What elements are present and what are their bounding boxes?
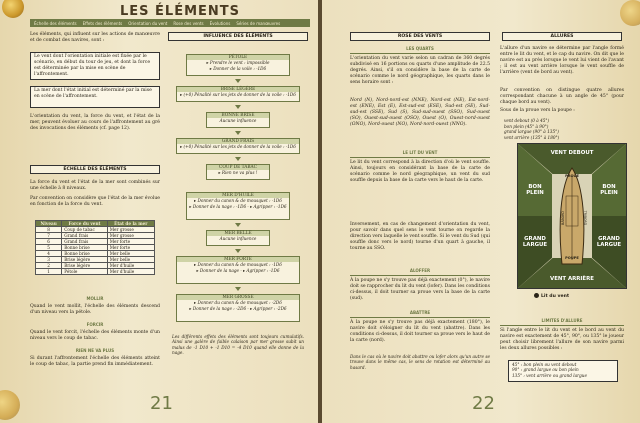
rose-header: ROSE DES VENTS <box>350 32 490 41</box>
forcir-text: Quand le vent forcit, l'échelle des éléments monte d'un niveau vers le coup de tabac. <box>30 330 160 341</box>
coin-decoration-icon <box>0 390 20 420</box>
effect-line: ▸ (+0) Pénalité sur les jets de donner de la voile : -1D6 <box>180 144 296 150</box>
effect-box-mer-belle <box>206 230 270 246</box>
table-cell: Mer forte <box>107 245 154 251</box>
effect-box-title: MER D'HUILE <box>187 193 289 198</box>
effect-line: ▸ (+0) Pénalité sur les jets de donner de la voile : -1D6 <box>180 92 296 98</box>
table-cell: 7 <box>36 233 62 239</box>
col-header: Niveau <box>36 221 62 227</box>
table-cell: Mer grosse <box>107 233 154 239</box>
list-item: 45° : bon plein ou vent debout <box>512 362 577 367</box>
scale-text-2: Par convention on considère que l'état de la mer évolue en fonction de la force du vent. <box>30 196 160 207</box>
section-nav <box>30 19 310 27</box>
evolution-text: L'orientation du vent, la force du vent, et l'état de la mer, peuvent évoluer au cours de l'affrontement au gré des invocations des éléments (cf. page 12). <box>30 114 160 131</box>
table-cell: Bonne brise <box>62 251 108 257</box>
effect-box-title: MER FORTE <box>177 257 299 262</box>
wind-bullet-text: Le vent dont l'orientation initiale est fixée par le scénario, en début du tour de jeu, et dont la force est déterminée par la mise en scène de l'affrontement. <box>34 54 151 77</box>
table-cell: Mer d'huile <box>107 269 154 275</box>
effect-line: ▸ Donner de la nage · ▸ Agripper : -1D6 <box>196 267 280 273</box>
table-cell: 6 <box>36 239 62 245</box>
nav-item[interactable]: Orientation du vent <box>128 20 168 26</box>
compass-medallion-icon <box>2 0 24 18</box>
effect-line: Aucune influence <box>219 236 257 242</box>
legend-label: Lit du vent <box>541 294 570 299</box>
nav-item[interactable]: Échelle des éléments <box>34 20 77 26</box>
table-cell: 1 <box>36 269 62 275</box>
sea-bullet <box>30 86 160 108</box>
effect-box-coup-de-tabac <box>206 164 270 180</box>
intro-text: Les éléments, qui influent sur les actions de manœuvre et de combat des navires, sont : <box>30 32 160 43</box>
table-cell: 4 <box>36 251 62 257</box>
table-cell: 5 <box>36 245 62 251</box>
rien-heading: RIEN NE VA PLUS <box>75 348 115 353</box>
effect-line: ▸ Donner du canon & de mousquet : -2D6 <box>194 300 282 306</box>
arrow-down-icon <box>235 79 241 83</box>
table-cell: Mer forte <box>107 239 154 245</box>
label-vent-debout: VENT DEBOUT <box>550 150 594 156</box>
scale-header: ÉCHELLE DES ÉLÉMENTS <box>30 165 160 174</box>
nav-item[interactable]: Séries de manœuvres <box>236 20 281 26</box>
babord-label: BÂBORD <box>560 211 565 225</box>
arrow-down-icon <box>235 249 241 253</box>
divider <box>500 325 624 326</box>
page-title: LES ÉLÉMENTS <box>120 4 241 19</box>
table-cell: Grand frais <box>62 239 108 245</box>
divider <box>350 317 490 318</box>
effect-line: ▸ Donner de la voile : -1D6 <box>209 65 267 71</box>
effect-line: ▸ Donner de la nage : -2D6 · ▸ Agripper : -2D6 <box>189 305 287 311</box>
table-cell: Brise légère <box>62 257 108 263</box>
list-item: vent debout (0 à 45°) <box>504 118 550 123</box>
lit-heading: LE LIT DU VENT <box>402 150 438 155</box>
arrow-down-icon <box>235 287 241 291</box>
allures-text-1: L'allure d'un navire se détermine par l'angle formé entre le lit du vent, et le cap du navire. On dit que le navire est au près lorsque le vent lui vient de l'avant ; il est au vent arrière lorsque le vent souffle de l'arrière (vent de bord au vent). <box>500 46 624 75</box>
col-header: État de la mer <box>107 221 154 227</box>
poupe-label: POUPE <box>565 256 579 260</box>
lit-text-2: Inversement, en cas de changement d'orientation du vent, pour savoir dans quel sens le vent tourne on regarde la direction vers laquelle le vent souffle. Si le vent du Sud (qui souffle donc vers le nord) tourne d'un quart à gauche, il tourne au SSO. <box>350 222 490 251</box>
legend-lit-du-vent <box>534 293 569 299</box>
limites-heading: LIMITES D'ALLURE <box>541 318 583 323</box>
arrow-down-icon <box>235 223 241 227</box>
nav-item[interactable]: Rose des vents <box>173 20 204 26</box>
table-cell: 8 <box>36 227 62 233</box>
sea-bullet-text: La mer dont l'état initial est déterminé par la mise en scène de l'affrontement. <box>34 88 152 99</box>
wind-bullet <box>30 52 160 80</box>
list-item: grand largue (90° à 135°) <box>504 129 559 135</box>
table-cell: Brise légère <box>62 263 108 269</box>
divider <box>350 275 490 276</box>
table-row <box>36 269 155 275</box>
coin-decoration-icon <box>620 0 640 26</box>
effect-box-title: BRISE LÉGÈRE <box>177 87 299 92</box>
quarts-text: L'orientation du vent varie selon un cadran de 360 degrés subdivisé en 16 portions ou quarts d'une amplitude de 22.5 degrés. Ainsi, s'il on considère la base de la carte de scénario comme le nord géographique, les quarts dans le sens horaire sont : <box>350 56 490 85</box>
table-cell: Mer belle <box>107 257 154 263</box>
list-item: 90° : grand largue ou bon plein <box>512 367 579 373</box>
quarts-heading: LES QUARTS <box>406 46 434 51</box>
effect-box-title: GRAND FRAIS <box>177 139 299 144</box>
effect-box-title: BONNE BRISE <box>207 113 269 118</box>
lofer-text: À la poupe ne s'y trouve pas déjà exactement (0°), le navire doit se rapprocher du lit du vent (lofer). Dans les conditions ci-dessus, il doit tourner sa proue vers la base de la carte (sud). <box>350 278 490 301</box>
label-vent-arriere: VENT ARRIÈRE <box>550 276 594 282</box>
right-page <box>322 0 640 423</box>
effect-line: ▸ Donner de la nage : -1D6 · ▸ Agripper : -1D6 <box>189 203 287 209</box>
effect-box-brise <box>176 86 300 102</box>
limites-text: Si l'angle entre le lit du vent et le bord au vent du navire est exactement de 45°, 90°, ou 135° le joueur peut choisir librement l'allure de son navire parmi les deux allures possibles : <box>500 328 624 351</box>
table-cell: Mer grosse <box>107 227 154 233</box>
effect-box-title: MER GROSSE <box>177 295 299 300</box>
effect-box-title: MER BELLE <box>207 231 269 236</box>
abattre-text: À la poupe ne s'y trouve pas déjà exactement (180°), le navire doit s'éloigner du lit du vent (abattre). Dans les conditions ci-dessus, il doit tourner sa proue vers le haut de la carte (nord). <box>350 320 490 343</box>
table-cell: 2 <box>36 263 62 269</box>
effect-box-petole <box>186 54 290 76</box>
effect-box-bonne-brise <box>206 112 270 128</box>
effect-box-mer-forte <box>176 256 300 284</box>
effect-line: ▸ Rien ne va plus ! <box>218 170 258 176</box>
effect-box-mer-huile <box>186 192 290 220</box>
arrow-down-icon <box>235 105 241 109</box>
effect-box-title: COUP DE TABAC <box>207 165 269 170</box>
nav-item[interactable]: Effets des éléments <box>82 20 123 26</box>
effect-line: ▸ Donner du canon & de mousquet : -1D6 <box>194 198 282 204</box>
label-grand-largue-left: GRAND LARGUE <box>522 236 548 248</box>
page-number: 21 <box>150 393 173 414</box>
nav-item[interactable]: Évolutions <box>209 20 231 26</box>
forcir-heading: FORCIR <box>86 322 104 327</box>
limites-list <box>508 360 618 382</box>
divider <box>350 53 490 54</box>
lofer-heading: ALOFFER <box>409 268 431 273</box>
influence-header: INFLUENCE DES ÉLÉMENTS <box>168 32 308 41</box>
mollir-heading: MOLLIR <box>86 296 104 301</box>
label-bon-plein-right: BON PLEIN <box>600 184 618 196</box>
allures-text-2: Par convention on distingue quatre allures correspondant chacune à un angle de 45° (pour chaque bord au vent). <box>500 88 624 105</box>
effect-box-mer-grosse <box>176 294 300 322</box>
list-item: 135° : vent arrière ou grand largue <box>512 372 587 378</box>
effect-line: ▸ Prendre le vent : impossible <box>206 60 270 66</box>
elements-scale-table <box>35 220 155 275</box>
label-grand-largue-right: GRAND LARGUE <box>596 236 622 248</box>
abattre-heading: ABATTRE <box>409 310 431 315</box>
abattre-note: Dans le cas où le navire doit abattre ou lofer alors qu'un autre se trouve dans le même cas, le sens de rotation est déterminé au hasard. <box>350 354 490 370</box>
effect-line: ▸ Donner du canon & de mousquet : -1D6 <box>194 262 282 268</box>
tribord-label: TRIBORD <box>583 210 588 226</box>
allures-text-3: Sous de la proue vers la poupe : <box>500 108 575 113</box>
cumulative-note: Les différents effets des éléments sont toujours cumulatifs. Ainsi une galère de faible calaison par mer grosse subit un malus de -1 D10 + -1 D10 = -4 D10 quand elle donne de la nage. <box>172 334 304 356</box>
mollir-text: Quand le vent mollit, l'échelle des éléments descend d'un niveau vers la pétole. <box>30 304 160 315</box>
effect-box-title: PÉTOLE <box>187 55 289 60</box>
page-number: 22 <box>472 393 495 414</box>
table-cell: Pétole <box>62 269 108 275</box>
label-bon-plein-left: BON PLEIN <box>526 184 544 196</box>
table-cell: Coup de tabac <box>62 227 108 233</box>
divider <box>350 157 490 158</box>
rien-text: Si durant l'affrontement l'échelle des éléments atteint le coup de tabac, la partie prend fin immédiatement. <box>30 356 160 367</box>
arrow-down-icon <box>235 131 241 135</box>
quarts-list: Nord (N), Nord-nord-est (NNE), Nord-est (NE), Est-nord-est (ENE), Est (E), Est-sud-est (ESE), Sud-est (SE), Sud-sud-est (SSE), Sud (S), Sud-sud-ouest (SSO), Sud-ouest (SO), Ouest-sud-ouest (OSO), Ouest (O), Ouest-nord-ouest (ONO), Nord-ouest (NO), Nord-nord-ouest (NNO). <box>350 98 490 127</box>
list-item: vent arrière (135° à 180°) <box>504 134 560 140</box>
wind-arrow-icon <box>534 293 539 298</box>
effect-line: Aucune influence <box>219 118 257 124</box>
table-cell: 3 <box>36 257 62 263</box>
list-item: bon plein (45° à 90°) <box>504 123 549 129</box>
lit-text-1: Le lit du vent correspond à la direction d'où le vent souffle. Ainsi, toujours en considérant la base de la carte de scénario comme le nord géographique, un vent du sud souffle depuis la base de la carte vers le haut de la carte. <box>350 160 490 183</box>
table-cell: Mer d'huile <box>107 263 154 269</box>
proue-label: PROUE <box>565 174 579 178</box>
arrow-down-icon <box>235 157 241 161</box>
table-cell: Mer belle <box>107 251 154 257</box>
allures-diagram <box>517 143 627 289</box>
effect-box-grand-frais <box>176 138 300 154</box>
allures-list <box>504 118 614 140</box>
allures-header: ALLURES <box>502 32 622 41</box>
scale-text-1: La force du vent et l'état de la mer sont combinés sur une échelle à 8 niveaux. <box>30 180 160 191</box>
left-page <box>0 0 318 423</box>
table-cell: Grand frais <box>62 233 108 239</box>
col-header: Force du vent <box>62 221 108 227</box>
table-cell: Bonne brise <box>62 245 108 251</box>
